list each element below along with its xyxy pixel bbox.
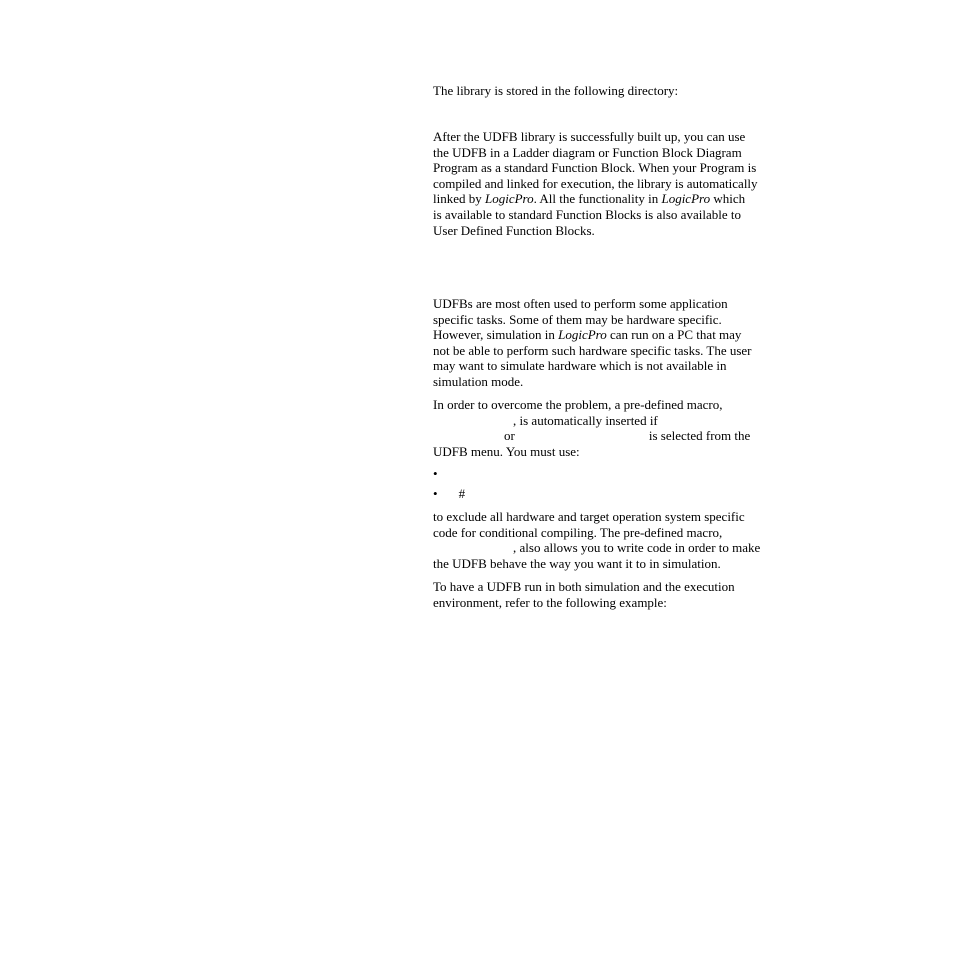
bullet-mark: • (433, 466, 438, 481)
product-name: LogicPro (558, 327, 607, 343)
paragraph-macro: In order to overcome the problem, a pre-defined macro, , is automatically inserted if or is selected from the UDFB menu. You must use: (433, 397, 751, 459)
bullet-item-2 (433, 486, 759, 502)
bullet-mark: • (433, 486, 438, 501)
paragraph-udfb-usage: After the UDFB library is successfully built up, you can use the UDFB in a Ladder diagram or Function Block Diagram Program as a standard Function Block. When your Program is compiled and linked for execution, the library is automatically linked by LogicPro. All the functionality in LogicPro which is available to standard Function Blocks is also available to User Defined Function Blocks. (433, 129, 758, 238)
paragraph-simulation: UDFBs are most often used to perform some application specific tasks. Some of them may be hardware specific. However, simulation in LogicPro can run on a PC that may not be able to perform such hardware specific tasks. The user may want to simulate hardware which is not available in simulation mode. (433, 296, 759, 390)
product-name: LogicPro (485, 191, 534, 207)
product-name: LogicPro (661, 191, 711, 207)
line-simulation-in: However, simulation in LogicPro can run on a PC that may (433, 327, 742, 343)
paragraph-example-intro: To have a UDFB run in both simulation and the execution environment, refer to the following example: (433, 579, 735, 610)
paragraph-conditional-compiling: to exclude all hardware and target operation system specific code for conditional compiling. The pre-defined macro, , also allows you to write code in order to make the UDFB behave the way you want it to in simulation. (433, 509, 761, 571)
bullet-item-1 (433, 466, 759, 482)
bullet-text: # (458, 486, 466, 501)
line-linked-by: linked by LogicPro. All the functionality in LogicPro which (433, 191, 746, 207)
intro-text: The library is stored in the following directory: (433, 83, 679, 98)
